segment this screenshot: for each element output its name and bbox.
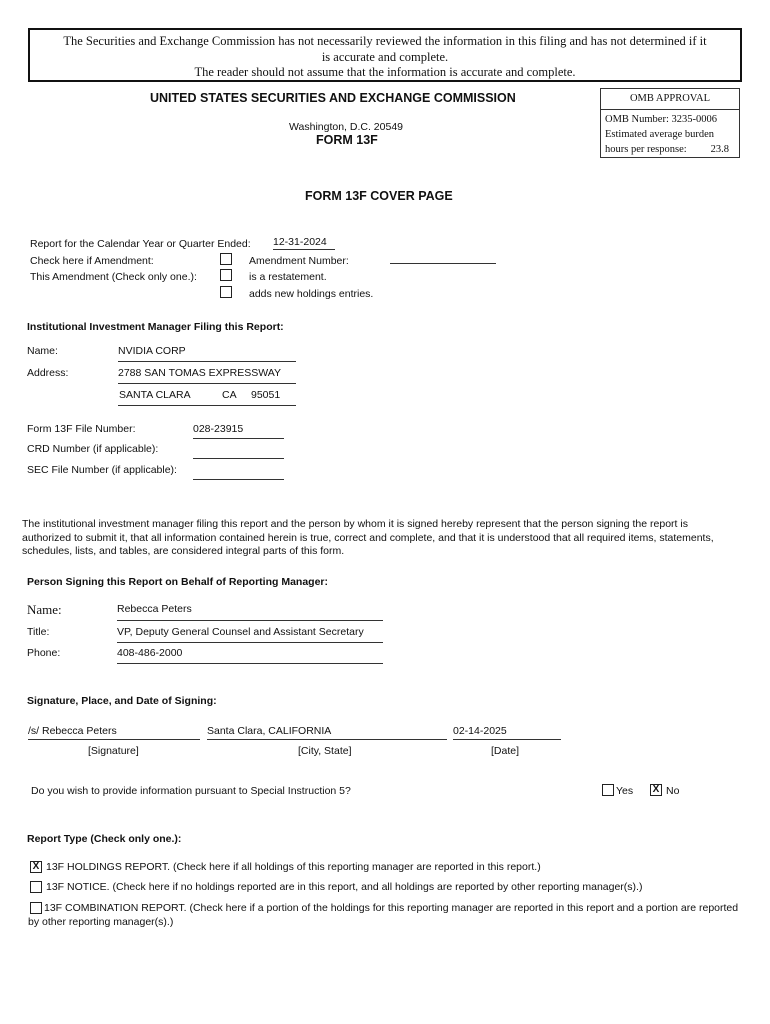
report-type-title: Report Type (Check only one.):	[27, 833, 182, 845]
file-number-value: 028-23915	[193, 423, 284, 439]
notice-line-3: The reader should not assume that the information is accurate and complete.	[194, 65, 576, 79]
signature-section-title: Signature, Place, and Date of Signing:	[27, 695, 217, 707]
manager-name: NVIDIA CORP	[118, 345, 296, 362]
agency-title: UNITED STATES SECURITIES AND EXCHANGE COMMISSION	[150, 91, 516, 105]
instruction5-no-checkbox[interactable]: X	[650, 784, 662, 796]
signature-date: 02-14-2025	[453, 725, 561, 740]
agency-location: Washington, D.C. 20549	[289, 121, 404, 133]
omb-title: OMB APPROVAL	[601, 89, 739, 110]
omb-hours-label: hours per response:	[605, 144, 687, 155]
amendment-label: Check here if Amendment:	[30, 255, 154, 267]
signer-name: Rebecca Peters	[117, 603, 383, 621]
instruction5-yes-checkbox[interactable]	[602, 784, 614, 796]
instruction5-no-label: No	[666, 785, 680, 797]
restatement-checkbox[interactable]	[220, 269, 232, 281]
new-entries-label: adds new holdings entries.	[249, 288, 374, 300]
amendment-number-field[interactable]	[390, 251, 496, 264]
place-caption: [City, State]	[298, 745, 352, 757]
amendment-type-label: This Amendment (Check only one.):	[30, 271, 197, 283]
notice-line-1: The Securities and Exchange Commission has not necessarily reviewed the information in this filing and has not determined if it	[63, 34, 707, 48]
report-period-label: Report for the Calendar Year or Quarter Ended:	[30, 238, 251, 250]
signature-caption: [Signature]	[88, 745, 139, 757]
notice-line-2: is accurate and complete.	[321, 49, 449, 64]
file-number-label: Form 13F File Number:	[27, 423, 136, 435]
combination-report-label	[28, 902, 740, 929]
omb-number: OMB Number: 3235-0006	[605, 114, 717, 125]
restatement-label: is a restatement.	[249, 271, 327, 283]
signature-place: Santa Clara, CALIFORNIA	[207, 725, 447, 740]
notice-report-label: 13F NOTICE. (Check here if no holdings reported are in this report, and all holdings are reported by other reporting manager(s).)	[46, 881, 643, 893]
signer-phone-label: Phone:	[27, 647, 61, 659]
combination-report-text: 13F COMBINATION REPORT. (Check here if a portion of the holdings for this reporting manager are reported in this report and a portion are reported by other reporting manager(s).)	[28, 902, 739, 928]
signer-phone: 408-486-2000	[117, 647, 383, 664]
signer-title: VP, Deputy General Counsel and Assistant Secretary	[117, 626, 383, 643]
manager-name-label: Name:	[27, 345, 58, 357]
amendment-number-label: Amendment Number:	[249, 255, 349, 267]
crd-field[interactable]	[193, 446, 284, 459]
cover-page-title: FORM 13F COVER PAGE	[305, 189, 453, 203]
omb-approval-box	[600, 88, 740, 158]
new-entries-checkbox[interactable]	[220, 286, 232, 298]
holdings-report-checkbox[interactable]: X	[30, 861, 42, 873]
manager-street: 2788 SAN TOMAS EXPRESSWAY	[118, 367, 296, 384]
signer-name-label: Name:	[27, 602, 62, 617]
date-caption: [Date]	[491, 745, 520, 757]
notice-report-checkbox[interactable]	[30, 881, 42, 893]
sec-field[interactable]	[193, 467, 284, 480]
omb-hours-value: 23.8	[710, 144, 729, 155]
sec-label: SEC File Number (if applicable):	[27, 464, 177, 476]
instruction5-yes-label: Yes	[616, 785, 634, 797]
disclaimer-notice	[28, 28, 742, 82]
holdings-report-label: 13F HOLDINGS REPORT. (Check here if all holdings of this reporting manager are reported in this report.)	[46, 861, 541, 873]
instruction5-question: Do you wish to provide information pursuant to Special Instruction 5?	[31, 785, 351, 797]
signer-title-label: Title:	[27, 626, 50, 638]
crd-label: CRD Number (if applicable):	[27, 443, 159, 455]
manager-zip: 95051	[251, 389, 281, 401]
omb-burden: Estimated average burden	[605, 129, 715, 140]
manager-state: CA	[222, 389, 237, 401]
manager-city: SANTA CLARA	[119, 389, 191, 401]
form-name: FORM 13F	[316, 133, 378, 147]
amendment-checkbox[interactable]	[220, 253, 232, 265]
manager-section-title: Institutional Investment Manager Filing this Report:	[27, 321, 284, 333]
manager-address-label: Address:	[27, 367, 69, 379]
manager-city-line	[118, 389, 296, 406]
report-period-value: 12-31-2024	[273, 236, 335, 250]
representation-paragraph: The institutional investment manager filing this report and the person by whom it is signed hereby represent that the person signing the report is authorized to submit it, that all information contained herein is true, correct and complete, and that it is understood that all required items, statements, schedules, lists, and tables, are considered integral parts of this form.	[22, 518, 714, 557]
signature-value: /s/ Rebecca Peters	[28, 725, 200, 740]
signer-section-title: Person Signing this Report on Behalf of Reporting Manager:	[27, 576, 329, 588]
